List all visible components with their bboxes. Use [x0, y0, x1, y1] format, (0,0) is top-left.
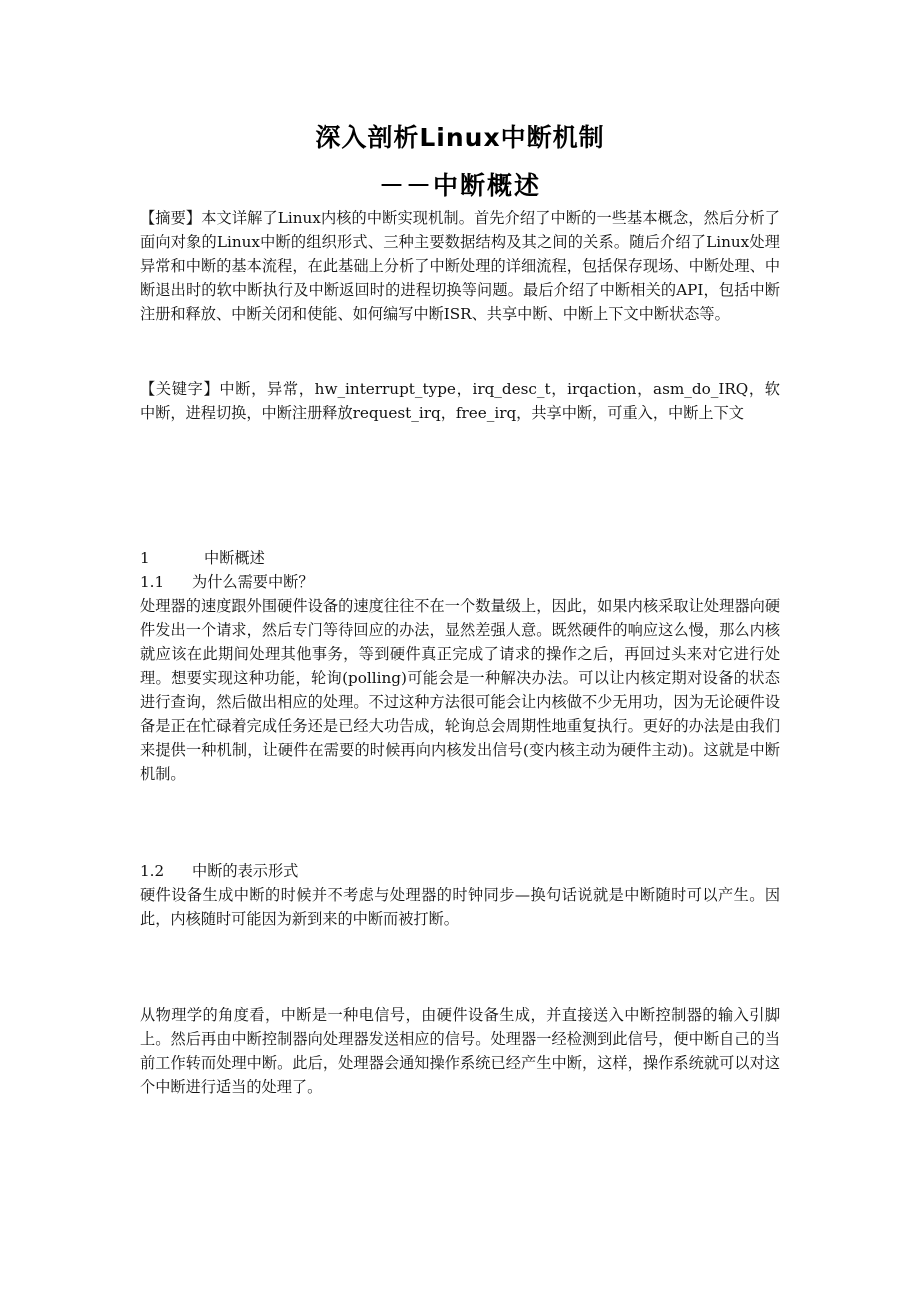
document-title: 深入剖析Linux中断机制	[315, 123, 605, 152]
section-title: 中断的表示形式	[192, 862, 299, 880]
section-1-2-body-2: 从物理学的角度看，中断是一种电信号，由硬件设备生成，并直接送入中断控制器的输入引脚上。然后再由中断控制器向处理器发送相应的信号。处理器一经检测到此信号，便中断自己的当前工作转而处理中断。此后，处理器会通知操作系统已经产生中断，这样，操作系统就可以对这个中断进行适当的处理了。	[140, 1006, 780, 1096]
document-subtitle: －－中断概述	[378, 171, 541, 200]
section-number: 1	[140, 549, 150, 567]
section-number: 1.1	[140, 573, 165, 591]
keywords-paragraph: 【关键字】中断，异常，hw_interrupt_type，irq_desc_t，irqaction，asm_do_IRQ，软中断，进程切换，中断注册释放request_irq，free_irq，共享中断，可重入，中断上下文	[140, 380, 780, 422]
section-1-2-heading	[140, 859, 298, 883]
abstract-paragraph: 【摘要】本文详解了Linux内核的中断实现机制。首先介绍了中断的一些基本概念，然后分析了面向对象的Linux中断的组织形式、三种主要数据结构及其之间的关系。随后介绍了Linux处理异常和中断的基本流程，在此基础上分析了中断处理的详细流程，包括保存现场、中断处理、中断退出时的软中断执行及中断返回时的进程切换等问题。最后介绍了中断相关的API，包括中断注册和释放、中断关闭和使能、如何编写中断ISR、共享中断、中断上下文中断状态等。	[140, 209, 780, 323]
section-1-1-heading	[140, 570, 314, 594]
section-1-1-body: 处理器的速度跟外围硬件设备的速度往往不在一个数量级上，因此，如果内核采取让处理器向硬件发出一个请求，然后专门等待回应的办法，显然差强人意。既然硬件的响应这么慢，那么内核就应该在此期间处理其他事务，等到硬件真正完成了请求的操作之后，再回过头来对它进行处理。想要实现这种功能，轮询(polling)可能会是一种解决办法。可以让内核定期对设备的状态进行查询，然后做出相应的处理。不过这种方法很可能会让内核做不少无用功，因为无论硬件设备是正在忙碌着完成任务还是已经大功告成，轮询总会周期性地重复执行。更好的办法是由我们来提供一种机制，让硬件在需要的时候再向内核发出信号(变内核主动为硬件主动)。这就是中断机制。	[140, 597, 780, 783]
section-1-2-body: 硬件设备生成中断的时候并不考虑与处理器的时钟同步—换句话说就是中断随时可以产生。因此，内核随时可能因为新到来的中断而被打断。	[140, 886, 780, 928]
section-title: 中断概述	[204, 549, 265, 567]
section-number: 1.2	[140, 862, 165, 880]
section-title: 为什么需要中断？	[192, 573, 314, 591]
section-1-heading	[140, 546, 265, 570]
